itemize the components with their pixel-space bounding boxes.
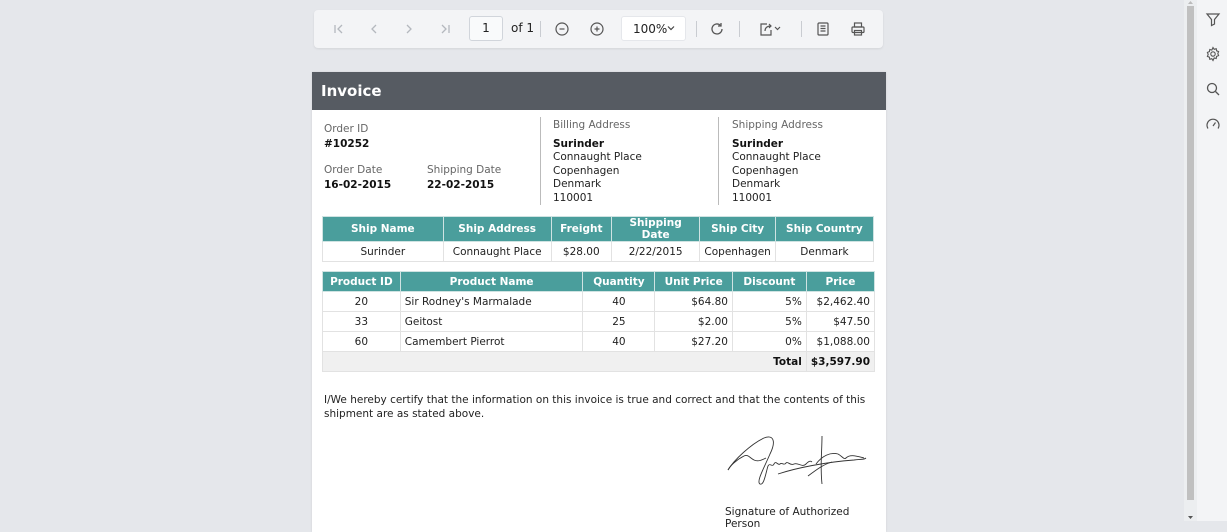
performance-button[interactable] (1205, 116, 1221, 132)
chevron-down-icon (666, 23, 676, 33)
next-page-button[interactable] (398, 18, 420, 40)
toolbar-divider (540, 21, 541, 37)
print-icon (850, 21, 866, 37)
total-value: $3,597.90 (806, 352, 874, 372)
signature-label: Signature of Authorized Person (725, 506, 850, 530)
billing-zip: 110001 (553, 191, 594, 204)
order-id-value: #10252 (324, 138, 370, 150)
toolbar-divider (801, 21, 802, 37)
order-info-section (312, 110, 886, 216)
page-count-label: of 1 (511, 21, 535, 35)
shipping-table-header (323, 217, 874, 242)
table-cell: Copenhagen (700, 242, 775, 262)
settings-icon (1205, 46, 1221, 62)
table-cell: Connaught Place (443, 242, 551, 262)
document-view-button[interactable] (812, 18, 834, 40)
first-page-icon (331, 21, 347, 37)
order-date-label: Order Date (324, 164, 383, 176)
table-cell: 40 (583, 332, 655, 352)
table-cell: 40 (583, 292, 655, 312)
table-cell: Surinder (323, 242, 444, 262)
performance-icon (1205, 116, 1221, 132)
table-cell: 0% (732, 332, 806, 352)
billing-address (553, 138, 642, 205)
shipping-name: Surinder (732, 138, 784, 150)
table-cell: 2/22/2015 (611, 242, 700, 262)
table-cell: 60 (323, 332, 401, 352)
toolbar-divider (696, 21, 697, 37)
next-page-icon (401, 21, 417, 37)
product-table (322, 271, 875, 372)
page-number-input[interactable]: 1 (469, 16, 503, 41)
refresh-button[interactable] (706, 18, 728, 40)
billing-line1: Connaught Place (553, 151, 642, 164)
table-row (323, 332, 875, 352)
table-cell: $47.50 (806, 312, 874, 332)
column-header: Product ID (323, 272, 401, 292)
document-view-icon (815, 21, 831, 37)
total-row (323, 352, 875, 372)
table-cell: Denmark (775, 242, 873, 262)
zoom-in-icon (589, 21, 605, 37)
refresh-icon (709, 21, 725, 37)
table-cell: Camembert Pierrot (400, 332, 583, 352)
table-cell: $28.00 (551, 242, 611, 262)
column-header: Quantity (583, 272, 655, 292)
order-date-value: 16-02-2015 (324, 179, 392, 191)
scrollbar-thumb[interactable] (1187, 6, 1194, 500)
print-button[interactable] (847, 18, 869, 40)
billing-name: Surinder (553, 138, 605, 150)
zoom-level-dropdown[interactable] (621, 16, 686, 41)
table-cell: 5% (732, 292, 806, 312)
table-cell: Geitost (400, 312, 583, 332)
total-label: Total (323, 352, 807, 372)
column-header: Freight (551, 217, 611, 242)
table-cell: Sir Rodney's Marmalade (400, 292, 583, 312)
column-header: Discount (732, 272, 806, 292)
table-cell: 5% (732, 312, 806, 332)
right-side-panel (1197, 0, 1227, 521)
signature-image (726, 432, 870, 492)
filter-icon (1205, 11, 1221, 27)
scroll-up-icon[interactable] (1187, 0, 1194, 5)
column-header: Product Name (400, 272, 583, 292)
column-header: Ship Name (323, 217, 444, 242)
scroll-down-icon[interactable] (1187, 515, 1194, 520)
shipping-country: Denmark (732, 178, 781, 191)
table-cell: $2.00 (655, 312, 733, 332)
column-header: Ship Address (443, 217, 551, 242)
shipping-address (732, 138, 821, 205)
search-button[interactable] (1205, 81, 1221, 97)
zoom-out-button[interactable] (551, 18, 573, 40)
invoice-title: Invoice (312, 72, 886, 110)
shipping-zip: 110001 (732, 191, 773, 204)
export-icon (757, 21, 783, 37)
shipping-city: Copenhagen (732, 164, 799, 177)
table-cell: $2,462.40 (806, 292, 874, 312)
column-header: Shipping Date (611, 217, 700, 242)
zoom-out-icon (554, 21, 570, 37)
info-divider (718, 117, 719, 205)
table-row (323, 312, 875, 332)
search-icon (1205, 81, 1221, 97)
first-page-button[interactable] (328, 18, 350, 40)
column-header: Ship City (700, 217, 775, 242)
table-row (323, 242, 874, 262)
toolbar-divider (739, 21, 740, 37)
filter-button[interactable] (1205, 11, 1221, 27)
billing-city: Copenhagen (553, 164, 620, 177)
viewer-toolbar (314, 10, 883, 48)
previous-page-icon (366, 21, 382, 37)
vertical-scrollbar[interactable] (1184, 0, 1197, 521)
zoom-in-button[interactable] (586, 18, 608, 40)
export-button[interactable] (755, 18, 785, 40)
table-cell: 20 (323, 292, 401, 312)
table-row (323, 292, 875, 312)
table-cell: 33 (323, 312, 401, 332)
order-id-label: Order ID (324, 123, 369, 135)
table-cell: $1,088.00 (806, 332, 874, 352)
info-divider (540, 117, 541, 205)
table-cell: $27.20 (655, 332, 733, 352)
billing-country: Denmark (553, 178, 602, 191)
previous-page-button[interactable] (363, 18, 385, 40)
certification-text: I/We hereby certify that the information on this invoice is true and correct and that the contents of this shipment are as stated above. (324, 394, 866, 420)
settings-button[interactable] (1205, 46, 1221, 62)
shipping-line1: Connaught Place (732, 151, 821, 164)
column-header: Unit Price (655, 272, 733, 292)
last-page-icon (437, 21, 453, 37)
shipping-date-value: 22-02-2015 (427, 179, 495, 191)
table-cell: $64.80 (655, 292, 733, 312)
column-header: Price (806, 272, 874, 292)
billing-address-label: Billing Address (553, 119, 631, 131)
product-table-header (323, 272, 875, 292)
table-cell: 25 (583, 312, 655, 332)
invoice-page (312, 72, 886, 532)
shipping-address-label: Shipping Address (732, 119, 823, 131)
zoom-level-value: 100% (633, 21, 668, 36)
last-page-button[interactable] (434, 18, 456, 40)
shipping-table (322, 216, 874, 262)
column-header: Ship Country (775, 217, 873, 242)
shipping-date-label: Shipping Date (427, 164, 502, 176)
